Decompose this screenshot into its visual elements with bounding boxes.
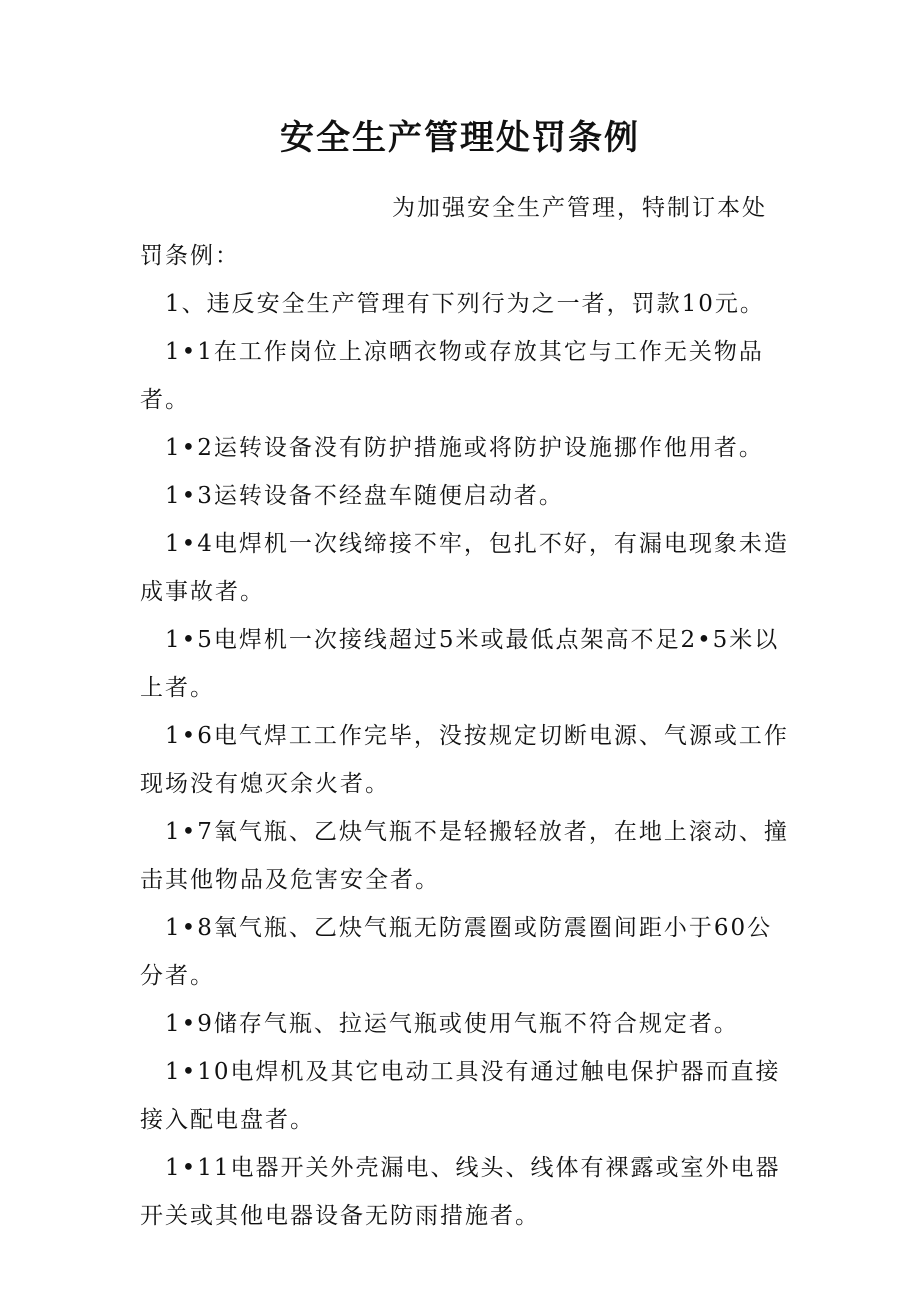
clause-1-10: 1•10电焊机及其它电动工具没有通过触电保护器而直接接入配电盘者。 <box>140 1059 781 1133</box>
intro-paragraph: 为加强安全生产管理，特制订本处罚条例： <box>140 195 767 269</box>
clause-1-6: 1•6电气焊工工作完毕，没按规定切断电源、气源或工作现场没有熄灭余火者。 <box>140 723 789 797</box>
clause-1-1: 1•1在工作岗位上凉晒衣物或存放其它与工作无关物品者。 <box>140 339 764 413</box>
document-body <box>140 184 790 1240</box>
clause-1-3: 1•3运转设备不经盘车随便启动者。 <box>165 483 564 509</box>
clause-1-5: 1•5电焊机一次接线超过5米或最低点架高不足2•5米以上者。 <box>140 627 780 701</box>
document-title: 安全生产管理处罚条例 <box>280 118 640 158</box>
clause-1-9: 1•9储存气瓶、拉运气瓶或使用气瓶不符合规定者。 <box>165 1011 739 1037</box>
clause-1-4: 1•4电焊机一次线缔接不牢，包扎不好，有漏电现象未造成事故者。 <box>140 531 789 605</box>
clause-1-11: 1•11电器开关外壳漏电、线头、线体有裸露或室外电器开关或其他电器设备无防雨措施者。 <box>140 1155 781 1229</box>
clause-1: 1、违反安全生产管理有下列行为之一者，罚款10元。 <box>165 291 765 317</box>
clause-1-2: 1•2运转设备没有防护措施或将防护设施挪作他用者。 <box>165 435 764 461</box>
clause-1-7: 1•7氧气瓶、乙炔气瓶不是轻搬轻放者，在地上滚动、撞击其他物品及危害安全者。 <box>140 819 789 893</box>
clause-1-8: 1•8氧气瓶、乙炔气瓶无防震圈或防震圈间距小于60公分者。 <box>140 915 773 989</box>
